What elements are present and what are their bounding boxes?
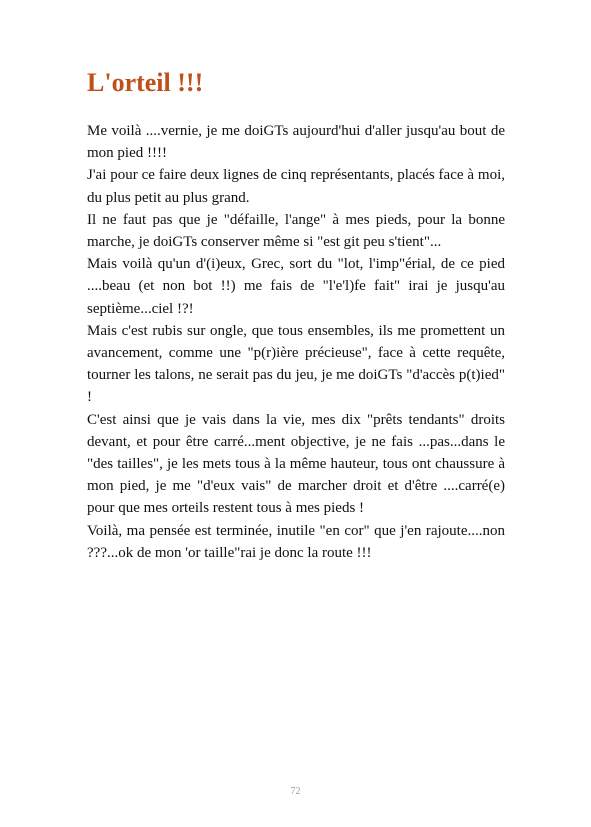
paragraph: Mais voilà qu'un d'(i)eux, Grec, sort du "lot, l'imp"érial, de ce pied ....beau (et non bot !!) me fais de "l'e'l)fe fait" irai je jusqu'au septième...ciel !?! — [87, 256, 505, 317]
paragraph: Il ne faut pas que je "défaille, l'ange" à mes pieds, pour la bonne marche, je doiGTs conserver même si "est git peu s'tient"... — [87, 211, 505, 251]
body-text — [87, 120, 505, 564]
paragraph: Voilà, ma pensée est terminée, inutile "en cor" que j'en rajoute....non ???...ok de mon 'or taille"rai je donc la route !!! — [87, 522, 505, 561]
paragraph: C'est ainsi que je vais dans la vie, mes dix "prêts tendants" droits devant, et pour être carré...ment objective, je ne fais ...pas...dans le "des tailles", je les mets tous à la même hauteur, tous ont chaussure à mon pied, je me "d'eux vais" de marcher droit et d'être ....carré(e) pour que mes orteils restent tous à mes pieds ! — [87, 411, 505, 517]
paragraph: Mais c'est rubis sur ongle, que tous ensembles, ils me promettent un avancement, comme une "p(r)ière précieuse", face à cette requête, tourner les talons, ne serait pas du jeu, je me doiGTs "d'accès p(t)ied" ! — [87, 322, 505, 406]
page-title: L'orteil !!! — [87, 68, 204, 97]
page-number: 72 — [290, 786, 301, 797]
paragraph: Me voilà ....vernie, je me doiGTs aujourd'hui d'aller jusqu'au bout de mon pied !!!! — [87, 123, 505, 162]
paragraph: J'ai pour ce faire deux lignes de cinq représentants, placés face à moi, du plus petit au plus grand. — [87, 167, 505, 206]
